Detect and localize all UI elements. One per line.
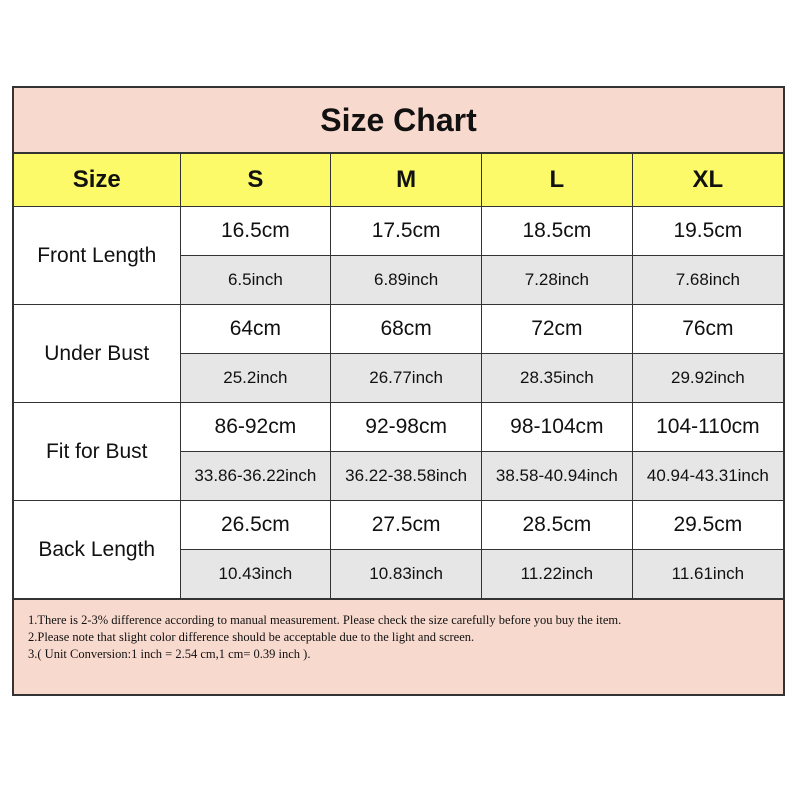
note-line: 2.Please note that slight color difference should be acceptable due to the light and screen.: [28, 630, 475, 644]
cell-inch: 7.28inch: [482, 256, 633, 305]
front-length-cm-row: [14, 207, 783, 256]
cell-inch: 38.58-40.94inch: [482, 452, 633, 501]
under-bust-cm-row: [14, 305, 783, 354]
cell-cm: 72cm: [482, 305, 633, 354]
cell-cm: 28.5cm: [482, 501, 633, 550]
cell-inch: 40.94-43.31inch: [632, 452, 783, 501]
row-label-front-length: Front Length: [14, 207, 180, 305]
cell-cm: 19.5cm: [632, 207, 783, 256]
cell-cm: 18.5cm: [482, 207, 633, 256]
cell-cm: 68cm: [331, 305, 482, 354]
row-label-under-bust: Under Bust: [14, 305, 180, 403]
chart-title: Size Chart: [14, 88, 783, 154]
cell-inch: 10.83inch: [331, 550, 482, 599]
fit-for-bust-cm-row: [14, 403, 783, 452]
cell-cm: 104-110cm: [632, 403, 783, 452]
cell-inch: 7.68inch: [632, 256, 783, 305]
size-table: [14, 154, 783, 599]
header-xl: XL: [632, 154, 783, 207]
size-chart: [12, 86, 785, 696]
note-line: 3.( Unit Conversion:1 inch = 2.54 cm,1 cm= 0.39 inch ).: [28, 647, 311, 661]
cell-cm: 86-92cm: [180, 403, 331, 452]
notes-section: [14, 599, 783, 694]
cell-inch: 11.22inch: [482, 550, 633, 599]
cell-inch: 29.92inch: [632, 354, 783, 403]
cell-inch: 26.77inch: [331, 354, 482, 403]
cell-cm: 17.5cm: [331, 207, 482, 256]
cell-inch: 6.5inch: [180, 256, 331, 305]
header-l: L: [482, 154, 633, 207]
cell-inch: 28.35inch: [482, 354, 633, 403]
cell-cm: 92-98cm: [331, 403, 482, 452]
cell-cm: 26.5cm: [180, 501, 331, 550]
cell-cm: 76cm: [632, 305, 783, 354]
cell-cm: 64cm: [180, 305, 331, 354]
header-size: Size: [14, 154, 180, 207]
cell-inch: 6.89inch: [331, 256, 482, 305]
cell-inch: 33.86-36.22inch: [180, 452, 331, 501]
cell-inch: 11.61inch: [632, 550, 783, 599]
cell-inch: 10.43inch: [180, 550, 331, 599]
header-row: [14, 154, 783, 207]
note-line: 1.There is 2-3% difference according to manual measurement. Please check the size carefully before you buy the item.: [28, 613, 622, 627]
cell-inch: 25.2inch: [180, 354, 331, 403]
row-label-fit-for-bust: Fit for Bust: [14, 403, 180, 501]
header-m: M: [331, 154, 482, 207]
cell-cm: 16.5cm: [180, 207, 331, 256]
back-length-cm-row: [14, 501, 783, 550]
row-label-back-length: Back Length: [14, 501, 180, 599]
header-s: S: [180, 154, 331, 207]
cell-inch: 36.22-38.58inch: [331, 452, 482, 501]
cell-cm: 98-104cm: [482, 403, 633, 452]
cell-cm: 29.5cm: [632, 501, 783, 550]
cell-cm: 27.5cm: [331, 501, 482, 550]
